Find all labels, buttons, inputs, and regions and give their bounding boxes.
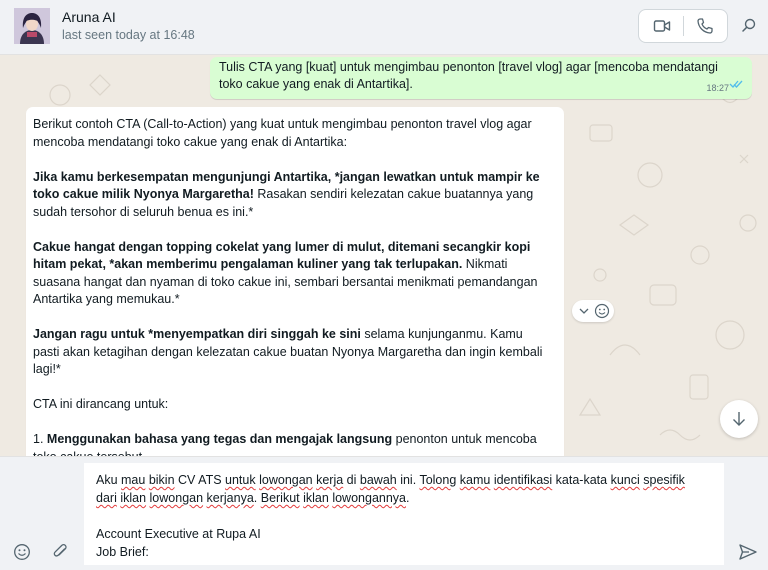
regular-text: penonton untuk mencoba — [395, 432, 537, 446]
list-number: 1. — [33, 432, 47, 446]
voice-call-icon[interactable] — [696, 17, 714, 35]
message-paragraph — [33, 239, 552, 309]
outgoing-message[interactable] — [210, 57, 752, 99]
send-icon[interactable] — [738, 543, 758, 561]
paperclip-icon[interactable] — [52, 543, 70, 561]
scroll-to-bottom-button[interactable] — [720, 400, 758, 438]
chat-area[interactable] — [0, 55, 768, 456]
search-icon[interactable] — [741, 17, 758, 34]
composer-text: Aku — [96, 473, 122, 487]
bold-text: Cakue hangat dengan topping cokelat yang lumer di mulut, ditemani secangkir kopi hitam pekat, *akan memberimu pengalaman kuliner yang tak terlupakan. — [33, 239, 531, 271]
misspelled-word[interactable]: spesifik — [643, 473, 685, 487]
message-time: 18:27 — [706, 83, 729, 93]
misspelled-word[interactable]: lowongannya — [332, 491, 406, 505]
composer-line-2 — [96, 489, 712, 507]
contact-name[interactable]: Aruna AI — [62, 9, 116, 25]
regular-text: Nikmati suasana hangat dan nyaman di toko cakue ini, sembari bersantai menikmati pemandangan Antartika yang memukau.* — [33, 257, 538, 306]
composer-text: . — [406, 491, 410, 505]
arrow-down-icon — [731, 410, 747, 428]
misspelled-word[interactable]: Tolong — [419, 473, 457, 487]
composer-text: ini. — [396, 473, 420, 487]
misspelled-word[interactable]: identifikasi — [493, 473, 553, 487]
misspelled-word[interactable]: iklan — [120, 491, 147, 505]
message-meta — [706, 80, 743, 97]
composer-text: kata-kata — [552, 473, 611, 487]
regular-text: Rasakan sendiri kelezatan cakue buatannya yang sudah tersohor di seluruh benua es ini.* — [33, 187, 534, 219]
composer-line-1 — [96, 471, 712, 489]
outgoing-message-text: Tulis CTA yang [kuat] untuk mengimbau penonton [travel vlog] agar [mencoba mendatangi toko cakue yang enak di Antartika]. — [219, 60, 718, 91]
avatar[interactable] — [14, 8, 50, 44]
video-call-icon[interactable] — [653, 17, 671, 35]
misspelled-word[interactable]: dari — [96, 491, 117, 505]
composer-bar — [0, 456, 768, 570]
call-divider — [683, 16, 684, 36]
composer-text: . — [253, 491, 261, 505]
bold-text: Menggunakan bahasa yang tegas dan mengajak langsung — [46, 432, 393, 446]
misspelled-word[interactable]: Berikut — [260, 491, 300, 505]
avatar-image — [14, 8, 50, 44]
composer-text: di — [343, 473, 360, 487]
composer-line-3: Account Executive at Rupa AI — [96, 527, 261, 541]
message-input[interactable] — [84, 463, 724, 565]
message-paragraph: Berikut contoh CTA (Call-to-Action) yang kuat untuk mengimbau penonton travel vlog agar mencoba mendatangi toko cakue yang enak di Antartika: — [33, 117, 532, 149]
contact-status: last seen today at 16:48 — [62, 28, 195, 42]
double-check-icon — [729, 79, 743, 89]
misspelled-word[interactable]: kerjanya — [206, 491, 254, 505]
misspelled-word[interactable]: kerja — [316, 473, 344, 487]
emoji-icon[interactable] — [13, 543, 31, 561]
misspelled-word[interactable]: mau — [121, 473, 146, 487]
misspelled-word[interactable]: bikin — [148, 473, 175, 487]
message-paragraph — [33, 326, 552, 379]
misspelled-word[interactable]: lowongan — [259, 473, 313, 487]
misspelled-word[interactable]: kunci — [610, 473, 640, 487]
misspelled-word[interactable]: untuk — [225, 473, 256, 487]
chevron-down-icon[interactable] — [579, 307, 589, 315]
chat-header — [0, 0, 768, 55]
call-button-group — [638, 9, 728, 43]
composer-text: CV ATS — [174, 473, 226, 487]
misspelled-word[interactable]: lowongan — [149, 491, 204, 505]
message-reaction-menu[interactable] — [572, 300, 614, 322]
misspelled-word[interactable]: kamu — [459, 473, 491, 487]
message-paragraph: CTA ini dirancang untuk: — [33, 397, 169, 411]
composer-line-4: Job Brief: — [96, 545, 149, 559]
emoji-icon[interactable] — [594, 303, 610, 319]
message-paragraph — [33, 169, 552, 222]
misspelled-word[interactable]: bawah — [359, 473, 397, 487]
misspelled-word[interactable]: iklan — [303, 491, 329, 505]
incoming-message[interactable] — [26, 107, 564, 467]
bold-text: Jangan ragu untuk *menyempatkan diri singgah ke sini — [33, 327, 361, 341]
composer-line-blank — [96, 507, 712, 525]
regular-text: selama kunjunganmu. Kamu pasti akan ketagihan dengan kelezatan cakue buatan Nyonya Margaretha dan ingin kembali lagi!* — [33, 327, 543, 376]
bold-text: Jika kamu berkesempatan mengunjungi Antartika, *jangan lewatkan untuk mampir ke toko cakue milik Nyonya Margaretha! — [33, 169, 540, 201]
